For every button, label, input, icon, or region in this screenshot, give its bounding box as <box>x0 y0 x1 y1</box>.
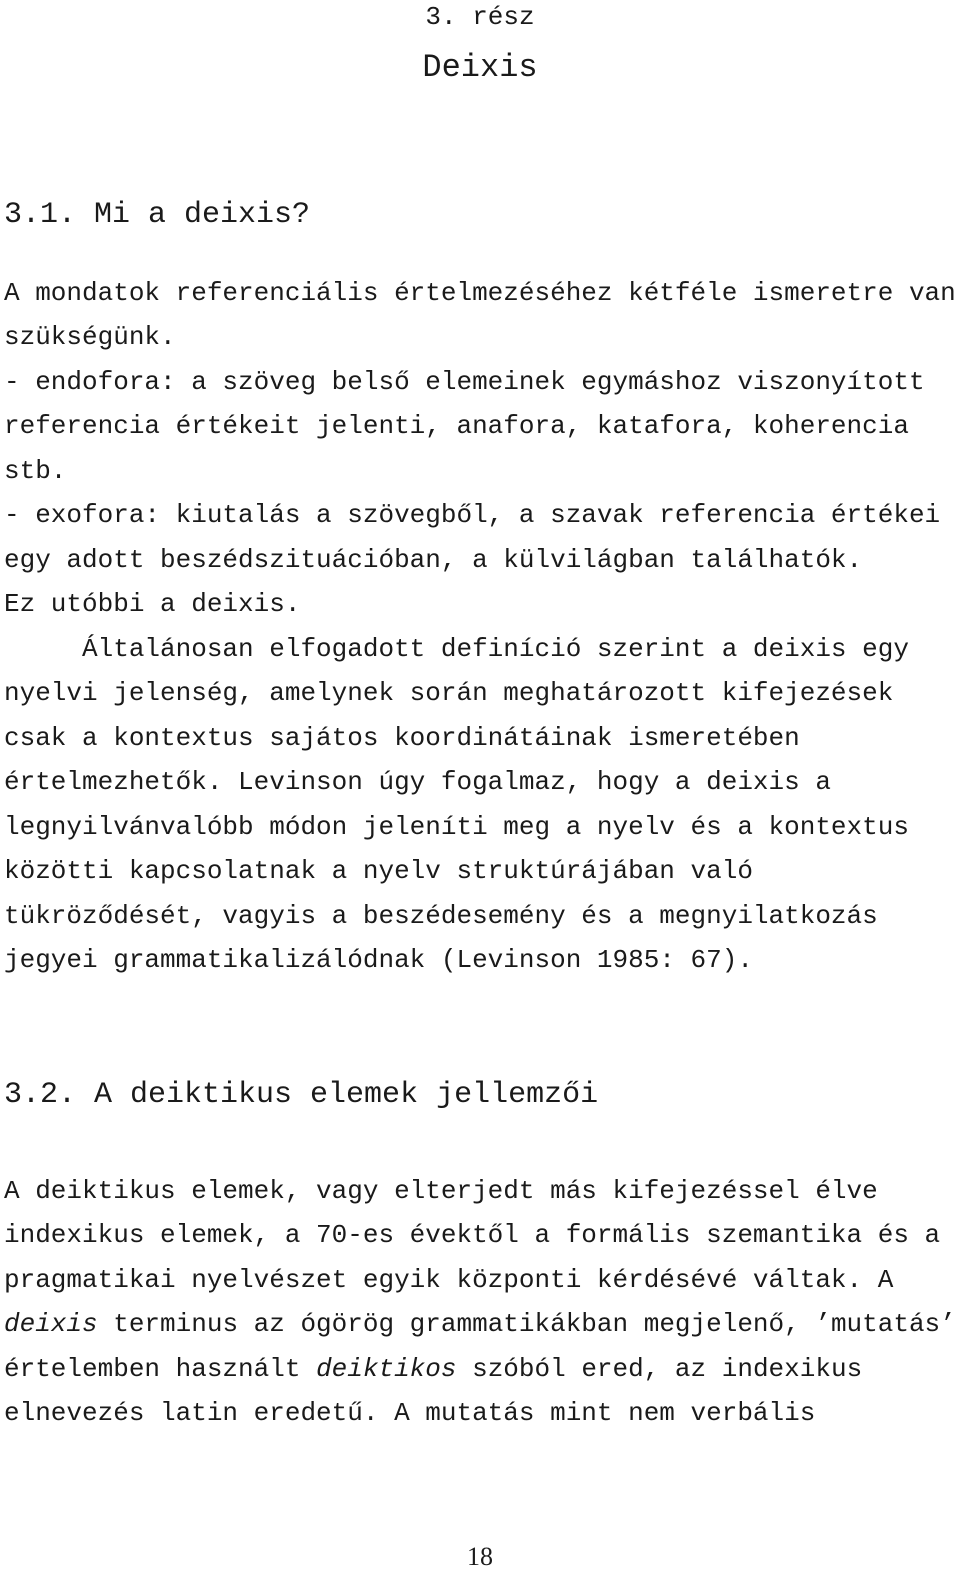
text-line: szükségünk. <box>4 322 176 352</box>
part-label: 3. rész <box>425 2 535 32</box>
text-line <box>4 1311 956 1337</box>
text-span: értelemben használt <box>4 1354 317 1384</box>
text-line: nyelvi jelenség, amelynek során meghatározott kifejezések <box>4 678 894 708</box>
text-line: - exofora: kiutalás a szövegből, a szavak referencia értékei <box>4 500 941 530</box>
text-line: közötti kapcsolatnak a nyelv struktúrájában való <box>4 856 753 886</box>
text-line: pragmatikai nyelvészet egyik központi kérdésévé váltak. A <box>4 1265 894 1295</box>
text-line: A deiktikus elemek, vagy elterjedt más kifejezéssel élve <box>4 1176 878 1206</box>
text-line <box>4 1356 862 1382</box>
text-line: Ez utóbbi a deixis. <box>4 589 301 619</box>
text-line: referencia értékeit jelenti, anafora, katafora, koherencia <box>4 411 909 441</box>
text-line: Általánosan elfogadott definíció szerint a deixis egy <box>4 634 909 664</box>
section-heading-3-1: 3.1. Mi a deixis? <box>4 198 311 232</box>
term-deiktikos: deiktikos <box>316 1354 457 1384</box>
text-span: terminus az ógörög grammatikákban megjelenő, ’mutatás’ <box>97 1309 956 1339</box>
text-line: elnevezés latin eredetű. A mutatás mint nem verbális <box>4 1398 816 1428</box>
text-line: értelmezhetők. Levinson úgy fogalmaz, hogy a deixis a <box>4 767 831 797</box>
term-deixis: deixis <box>4 1309 98 1339</box>
text-line: - endofora: a szöveg belső elemeinek egymáshoz viszonyított <box>4 367 925 397</box>
text-line: csak a kontextus sajátos koordinátáinak ismeretében <box>4 723 800 753</box>
text-line: A mondatok referenciális értelmezéséhez kétféle ismeretre van <box>4 278 956 308</box>
section-heading-3-2: 3.2. A deiktikus elemek jellemzői <box>4 1078 599 1112</box>
text-line: legnyilvánvalóbb módon jeleníti meg a nyelv és a kontextus <box>4 812 909 842</box>
text-line: tükröződését, vagyis a beszédesemény és a megnyilatkozás <box>4 901 878 931</box>
text-span: szóból ered, az indexikus <box>456 1354 863 1384</box>
text-line: stb. <box>4 456 67 486</box>
text-line: jegyei grammatikalizálódnak (Levinson 1985: 67). <box>4 945 753 975</box>
page-number: 18 <box>467 1542 493 1571</box>
page-title: Deixis <box>422 49 538 86</box>
text-line: egy adott beszédszituációban, a külvilágban találhatók. <box>4 545 863 575</box>
text-line: indexikus elemek, a 70-es évektől a formális szemantika és a <box>4 1220 941 1250</box>
